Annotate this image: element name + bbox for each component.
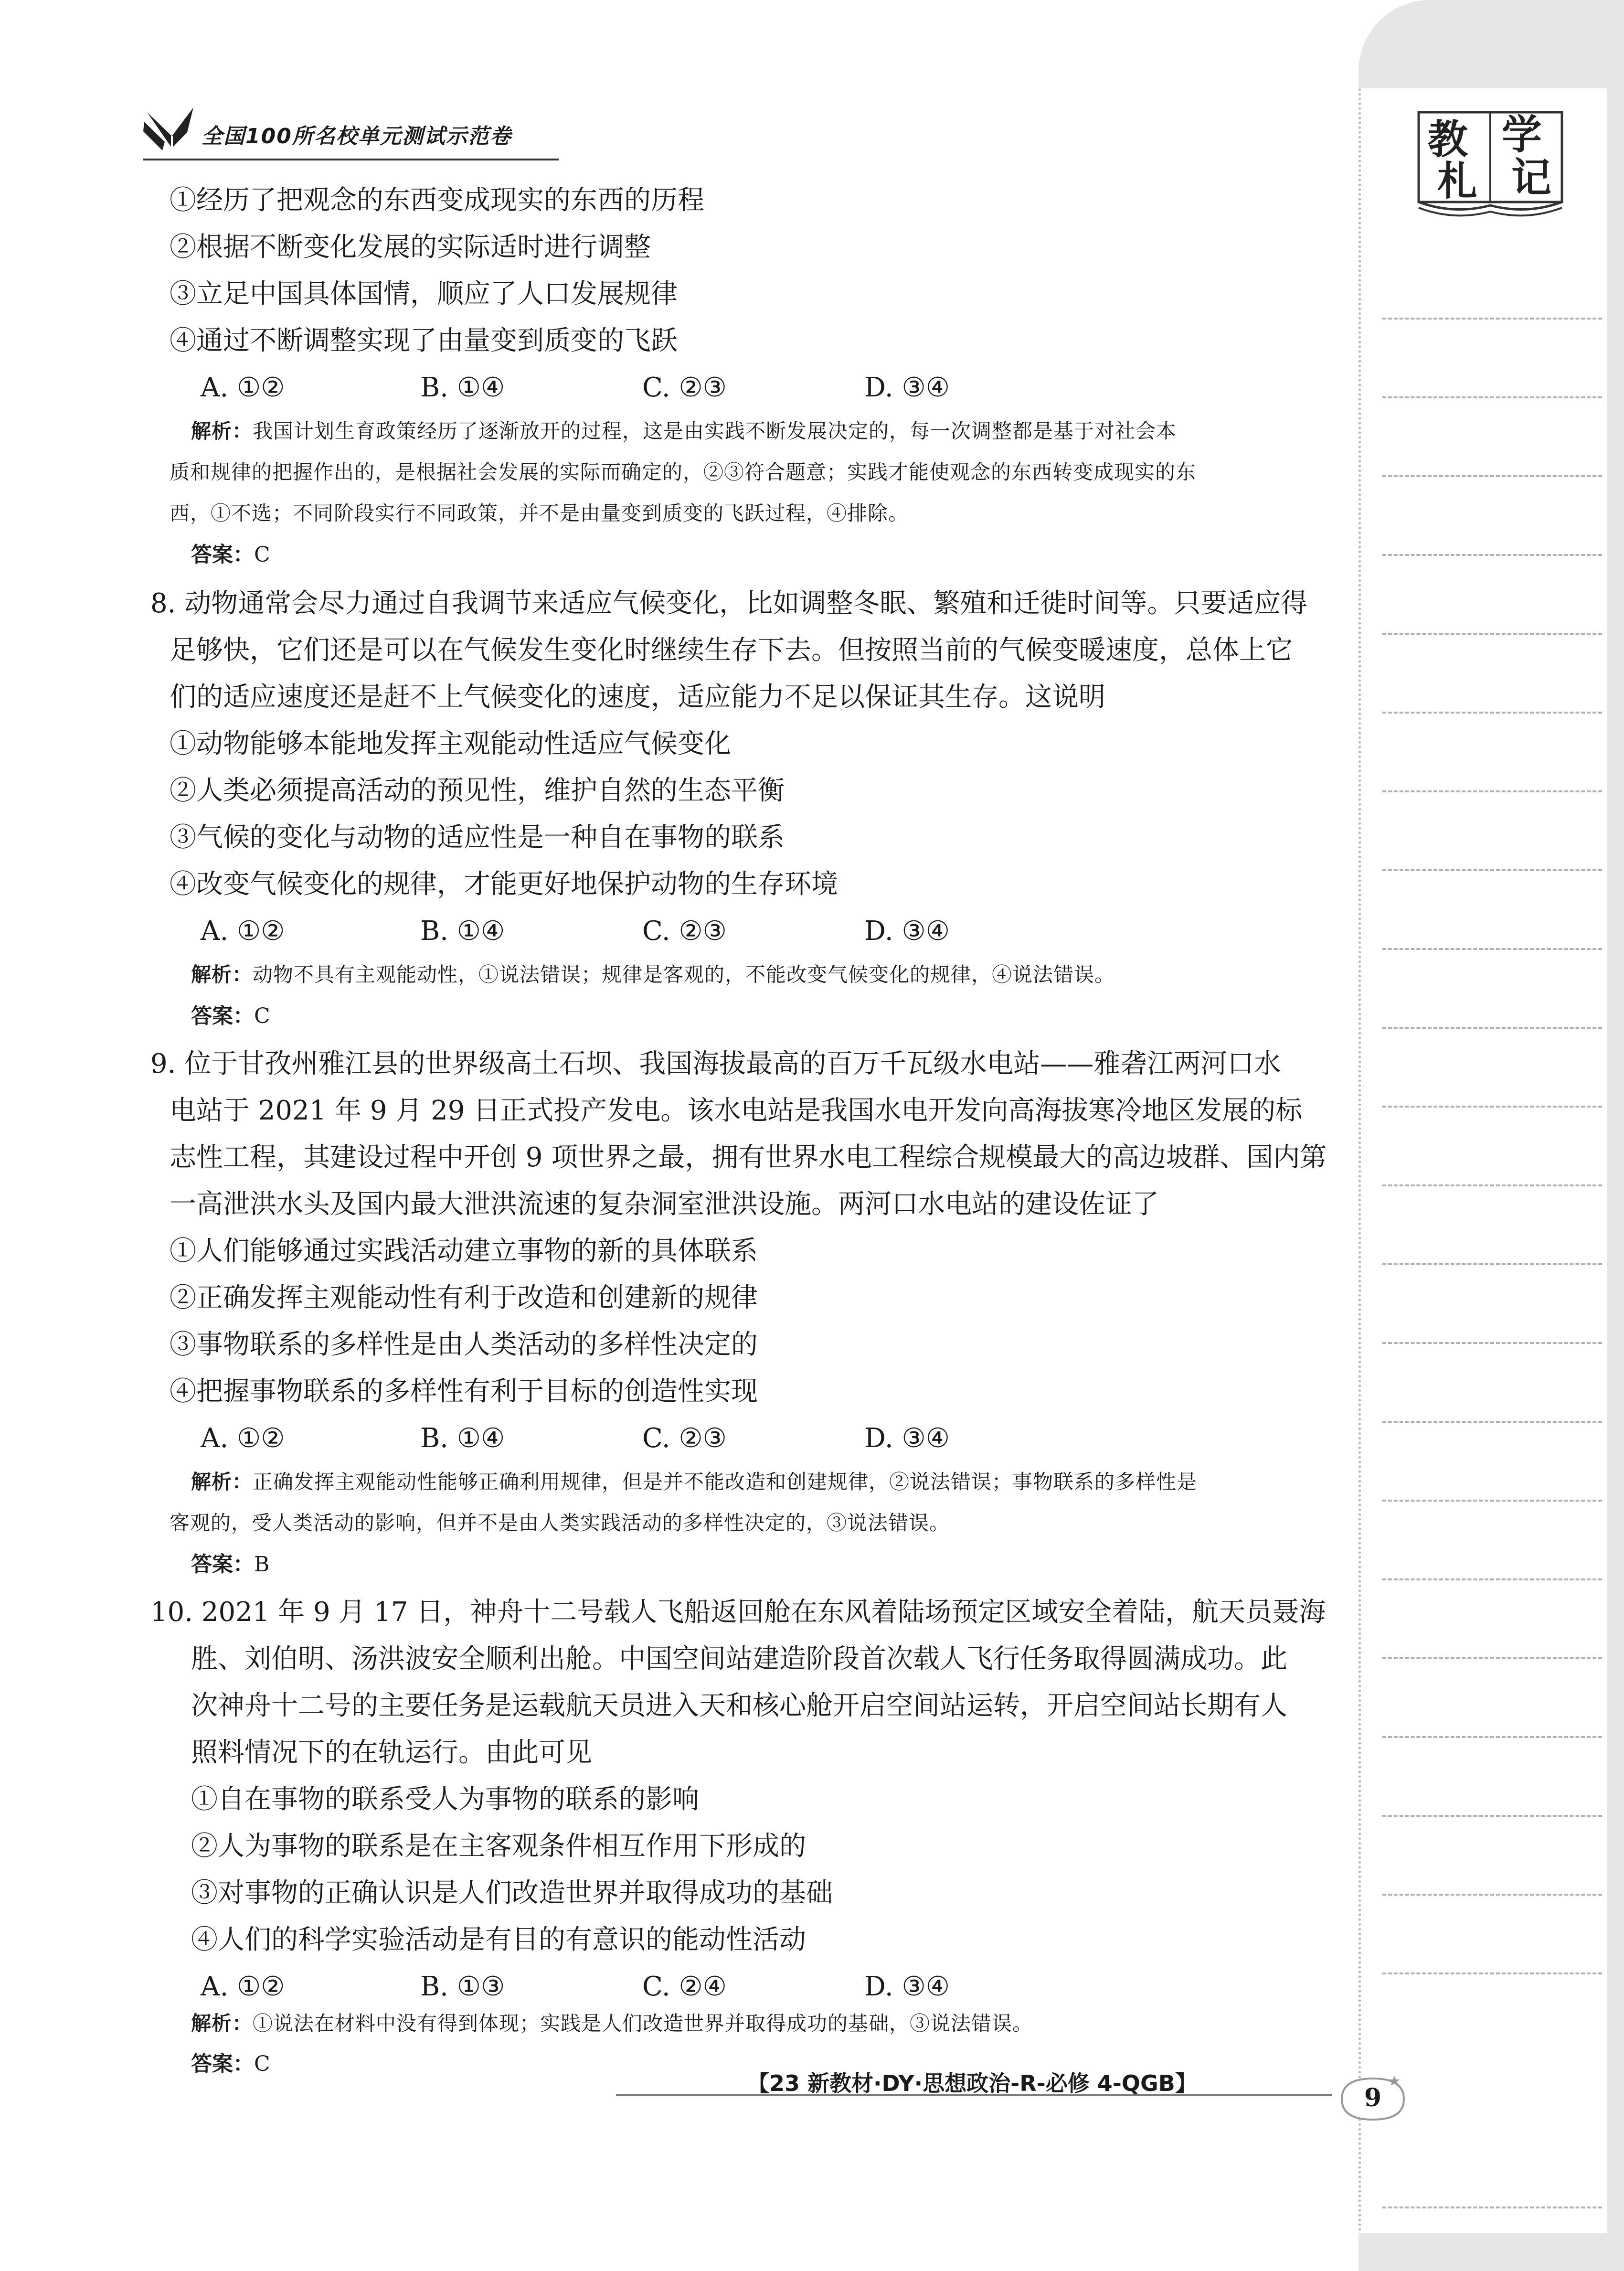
q9-stem-line-2: 电站于 2021 年 9 月 29 日正式投产发电。该水电站是我国水电开发向高海拔寒冷地区发展的标 — [170, 1095, 1303, 1126]
q9-option-b: B. ①④ — [420, 1423, 505, 1454]
q7-answer-value: C — [254, 543, 270, 567]
q9-option-c: C. ②③ — [642, 1423, 727, 1454]
note-line — [1382, 790, 1602, 792]
note-line — [1382, 1263, 1602, 1265]
q7-explanation-label: 解析： — [191, 419, 253, 443]
q9-explanation-text: 正确发挥主观能动性能够正确利用规律，但是并不能改造和创建规律，②说法错误；事物联系的多样性是 — [253, 1470, 1198, 1493]
note-line — [1382, 1657, 1602, 1659]
book-logo-icon — [143, 103, 198, 155]
note-line — [1382, 475, 1602, 477]
notes-char-1: 教 — [1428, 116, 1468, 163]
q8-stem-line-1: 8. 动物通常会尽力通过自我调节来适应气候变化，比如调整冬眠、繁殖和迁徙时间等。只要适应得 — [150, 588, 1308, 619]
q9-answer-value: B — [254, 1552, 270, 1577]
note-line — [1382, 554, 1602, 556]
note-line — [1382, 1578, 1602, 1580]
q10-answer-value: C — [254, 2052, 270, 2076]
q8-explanation-text: 动物不具有主观能动性，①说法错误；规律是客观的，不能改变气候变化的规律，④说法错误。 — [253, 963, 1115, 986]
q10-answer — [191, 2054, 270, 2075]
q7-item-4: ④通过不断调整实现了由量变到质变的飞跃 — [170, 325, 678, 356]
q8-item-4: ④改变气候变化的规律，才能更好地保护动物的生存环境 — [170, 869, 838, 900]
q8-stem-line-2: 足够快，它们还是可以在气候发生变化时继续生存下去。但按照当前的气候变暖速度，总体上它 — [170, 635, 1293, 666]
q8-stem-line-3: 们的适应速度还是赶不上气候变化的速度，适应能力不足以保证其生存。这说明 — [170, 682, 1105, 713]
q8-option-a: A. ①② — [201, 916, 285, 947]
q10-item-4: ④人们的科学实验活动是有目的有意识的能动性活动 — [191, 1924, 806, 1955]
q7-option-a: A. ①② — [201, 372, 285, 403]
q8-item-3: ③气候的变化与动物的适应性是一种自在事物的联系 — [170, 822, 785, 853]
q9-answer — [191, 1554, 269, 1575]
note-line — [1382, 1972, 1602, 1974]
note-line — [1382, 396, 1602, 398]
q8-option-d: D. ③④ — [864, 916, 950, 947]
q8-answer — [191, 1006, 270, 1027]
note-line — [1382, 712, 1602, 714]
q9-explanation-line-1 — [191, 1472, 1197, 1492]
note-line — [1382, 1184, 1602, 1186]
q7-answer-label: 答案： — [191, 543, 254, 567]
header-rule — [143, 159, 559, 160]
note-line — [1382, 1421, 1602, 1423]
q9-item-3: ③事物联系的多样性是由人类活动的多样性决定的 — [170, 1329, 758, 1360]
q10-stem-line-2: 胜、刘伯明、汤洪波安全顺利出舱。中国空间站建造阶段首次载人飞行任务取得圆满成功。此 — [191, 1643, 1287, 1674]
q8-option-c: C. ②③ — [642, 916, 727, 947]
q8-explanation-label: 解析： — [191, 963, 253, 986]
q10-item-3: ③对事物的正确认识是人们改造世界并取得成功的基础 — [191, 1877, 833, 1908]
q8-item-1: ①动物能够本能地发挥主观能动性适应气候变化 — [170, 728, 731, 759]
note-line — [1382, 1027, 1602, 1029]
q10-explanation-label: 解析： — [191, 2012, 253, 2035]
note-line — [1382, 1106, 1602, 1108]
footer-code: 【23 新教材·DY·思想政治-R-必修 4-QGB】 — [747, 2070, 1197, 2096]
q10-stem-line-3: 次神舟十二号的主要任务是运载航天员进入天和核心舱开启空间站运转，开启空间站长期有人 — [191, 1690, 1287, 1721]
q9-item-4: ④把握事物联系的多样性有利于目标的创造性实现 — [170, 1376, 758, 1407]
note-line — [1382, 1894, 1602, 1896]
note-line — [1382, 948, 1602, 950]
q7-option-d: D. ③④ — [864, 372, 950, 403]
q9-explanation-label: 解析： — [191, 1470, 253, 1493]
q10-option-c: C. ②④ — [642, 1971, 727, 2002]
q10-item-2: ②人为事物的联系是在主客观条件相互作用下形成的 — [191, 1831, 806, 1862]
q9-answer-label: 答案： — [191, 1552, 254, 1577]
page-header — [143, 103, 573, 160]
notes-area — [1359, 88, 1607, 2233]
note-line — [1382, 869, 1602, 871]
note-line — [1382, 1500, 1602, 1502]
q10-option-a: A. ①② — [201, 1971, 285, 2002]
q9-explanation-line-2: 客观的，受人类活动的影响，但并不是由人类实践活动的多样性决定的，③说法错误。 — [170, 1511, 950, 1535]
q8-explanation-line-1 — [191, 965, 1115, 985]
notes-divider — [1359, 88, 1361, 2233]
q9-option-d: D. ③④ — [864, 1423, 950, 1454]
q10-explanation-line-1 — [191, 2014, 1033, 2034]
q10-explanation-text: ①说法在材料中没有得到体现；实践是人们改造世界并取得成功的基础，③说法错误。 — [253, 2012, 1033, 2035]
q9-stem-line-4: 一高泄洪水头及国内最大泄洪流速的复杂洞室泄洪设施。两河口水电站的建设佐证了 — [170, 1189, 1159, 1220]
q7-option-c: C. ②③ — [642, 372, 727, 403]
q7-item-2: ②根据不断变化发展的实际适时进行调整 — [170, 232, 651, 263]
q9-item-2: ②正确发挥主观能动性有利于改造和创建新的规律 — [170, 1282, 758, 1313]
q9-stem-line-3: 志性工程，其建设过程中开创 9 项世界之最，拥有世界水电工程综合规模最大的高边坡群、国内第 — [170, 1142, 1327, 1173]
q7-option-b: B. ①④ — [420, 372, 505, 403]
q7-item-1: ①经历了把观念的东西变成现实的东西的历程 — [170, 185, 704, 216]
note-line — [1382, 1815, 1602, 1817]
q10-item-1: ①自在事物的联系受人为事物的联系的影响 — [191, 1784, 699, 1815]
note-line — [1382, 1342, 1602, 1344]
notes-char-4: 记 — [1511, 154, 1552, 201]
q8-answer-value: C — [254, 1004, 270, 1028]
q9-stem-line-1: 9. 位于甘孜州雅江县的世界级高土石坝、我国海拔最高的百万千瓦级水电站——雅砻江两河口水 — [150, 1048, 1281, 1079]
notes-char-3: 札 — [1437, 157, 1478, 204]
q7-explanation-text: 我国计划生育政策经历了逐渐放开的过程，这是由实践不断发展决定的，每一次调整都是基于对社会本 — [253, 419, 1177, 443]
q9-item-1: ①人们能够通过实践活动建立事物的新的具体联系 — [170, 1236, 758, 1267]
header-title: 全国100所名校单元测试示范卷 — [202, 124, 512, 149]
q7-item-3: ③立足中国具体国情，顺应了人口发展规律 — [170, 278, 678, 309]
q7-explanation-line-1 — [191, 421, 1177, 441]
q9-option-a: A. ①② — [201, 1423, 285, 1454]
q10-stem-line-1: 10. 2021 年 9 月 17 日，神舟十二号载人飞船返回舱在东风着陆场预定区域安全着陆，航天员聂海 — [150, 1597, 1326, 1628]
notes-title — [1416, 107, 1569, 220]
note-line — [1382, 318, 1602, 320]
note-line — [1382, 2207, 1602, 2208]
notes-char-2: 学 — [1502, 111, 1542, 158]
q7-explanation-line-2: 质和规律的把握作出的，是根据社会发展的实际而确定的，②③符合题意；实践才能使观念的东西转变成现实的东 — [170, 460, 1197, 484]
q10-answer-label: 答案： — [191, 2052, 254, 2076]
page-number-badge — [1337, 2073, 1409, 2123]
q7-answer — [191, 544, 270, 565]
note-line — [1382, 1736, 1602, 1738]
q8-option-b: B. ①④ — [420, 916, 505, 947]
page-number: 9 — [1364, 2083, 1382, 2112]
note-line — [1382, 633, 1602, 635]
q10-stem-line-4: 照料情况下的在轨运行。由此可见 — [191, 1737, 592, 1768]
q7-explanation-line-3: 西，①不选；不同阶段实行不同政策，并不是由量变到质变的飞跃过程，④排除。 — [170, 501, 909, 525]
q10-option-b: B. ①③ — [420, 1971, 505, 2002]
q10-option-d: D. ③④ — [864, 1971, 950, 2002]
q8-item-2: ②人类必须提高活动的预见性，维护自然的生态平衡 — [170, 775, 785, 806]
q8-answer-label: 答案： — [191, 1004, 254, 1028]
